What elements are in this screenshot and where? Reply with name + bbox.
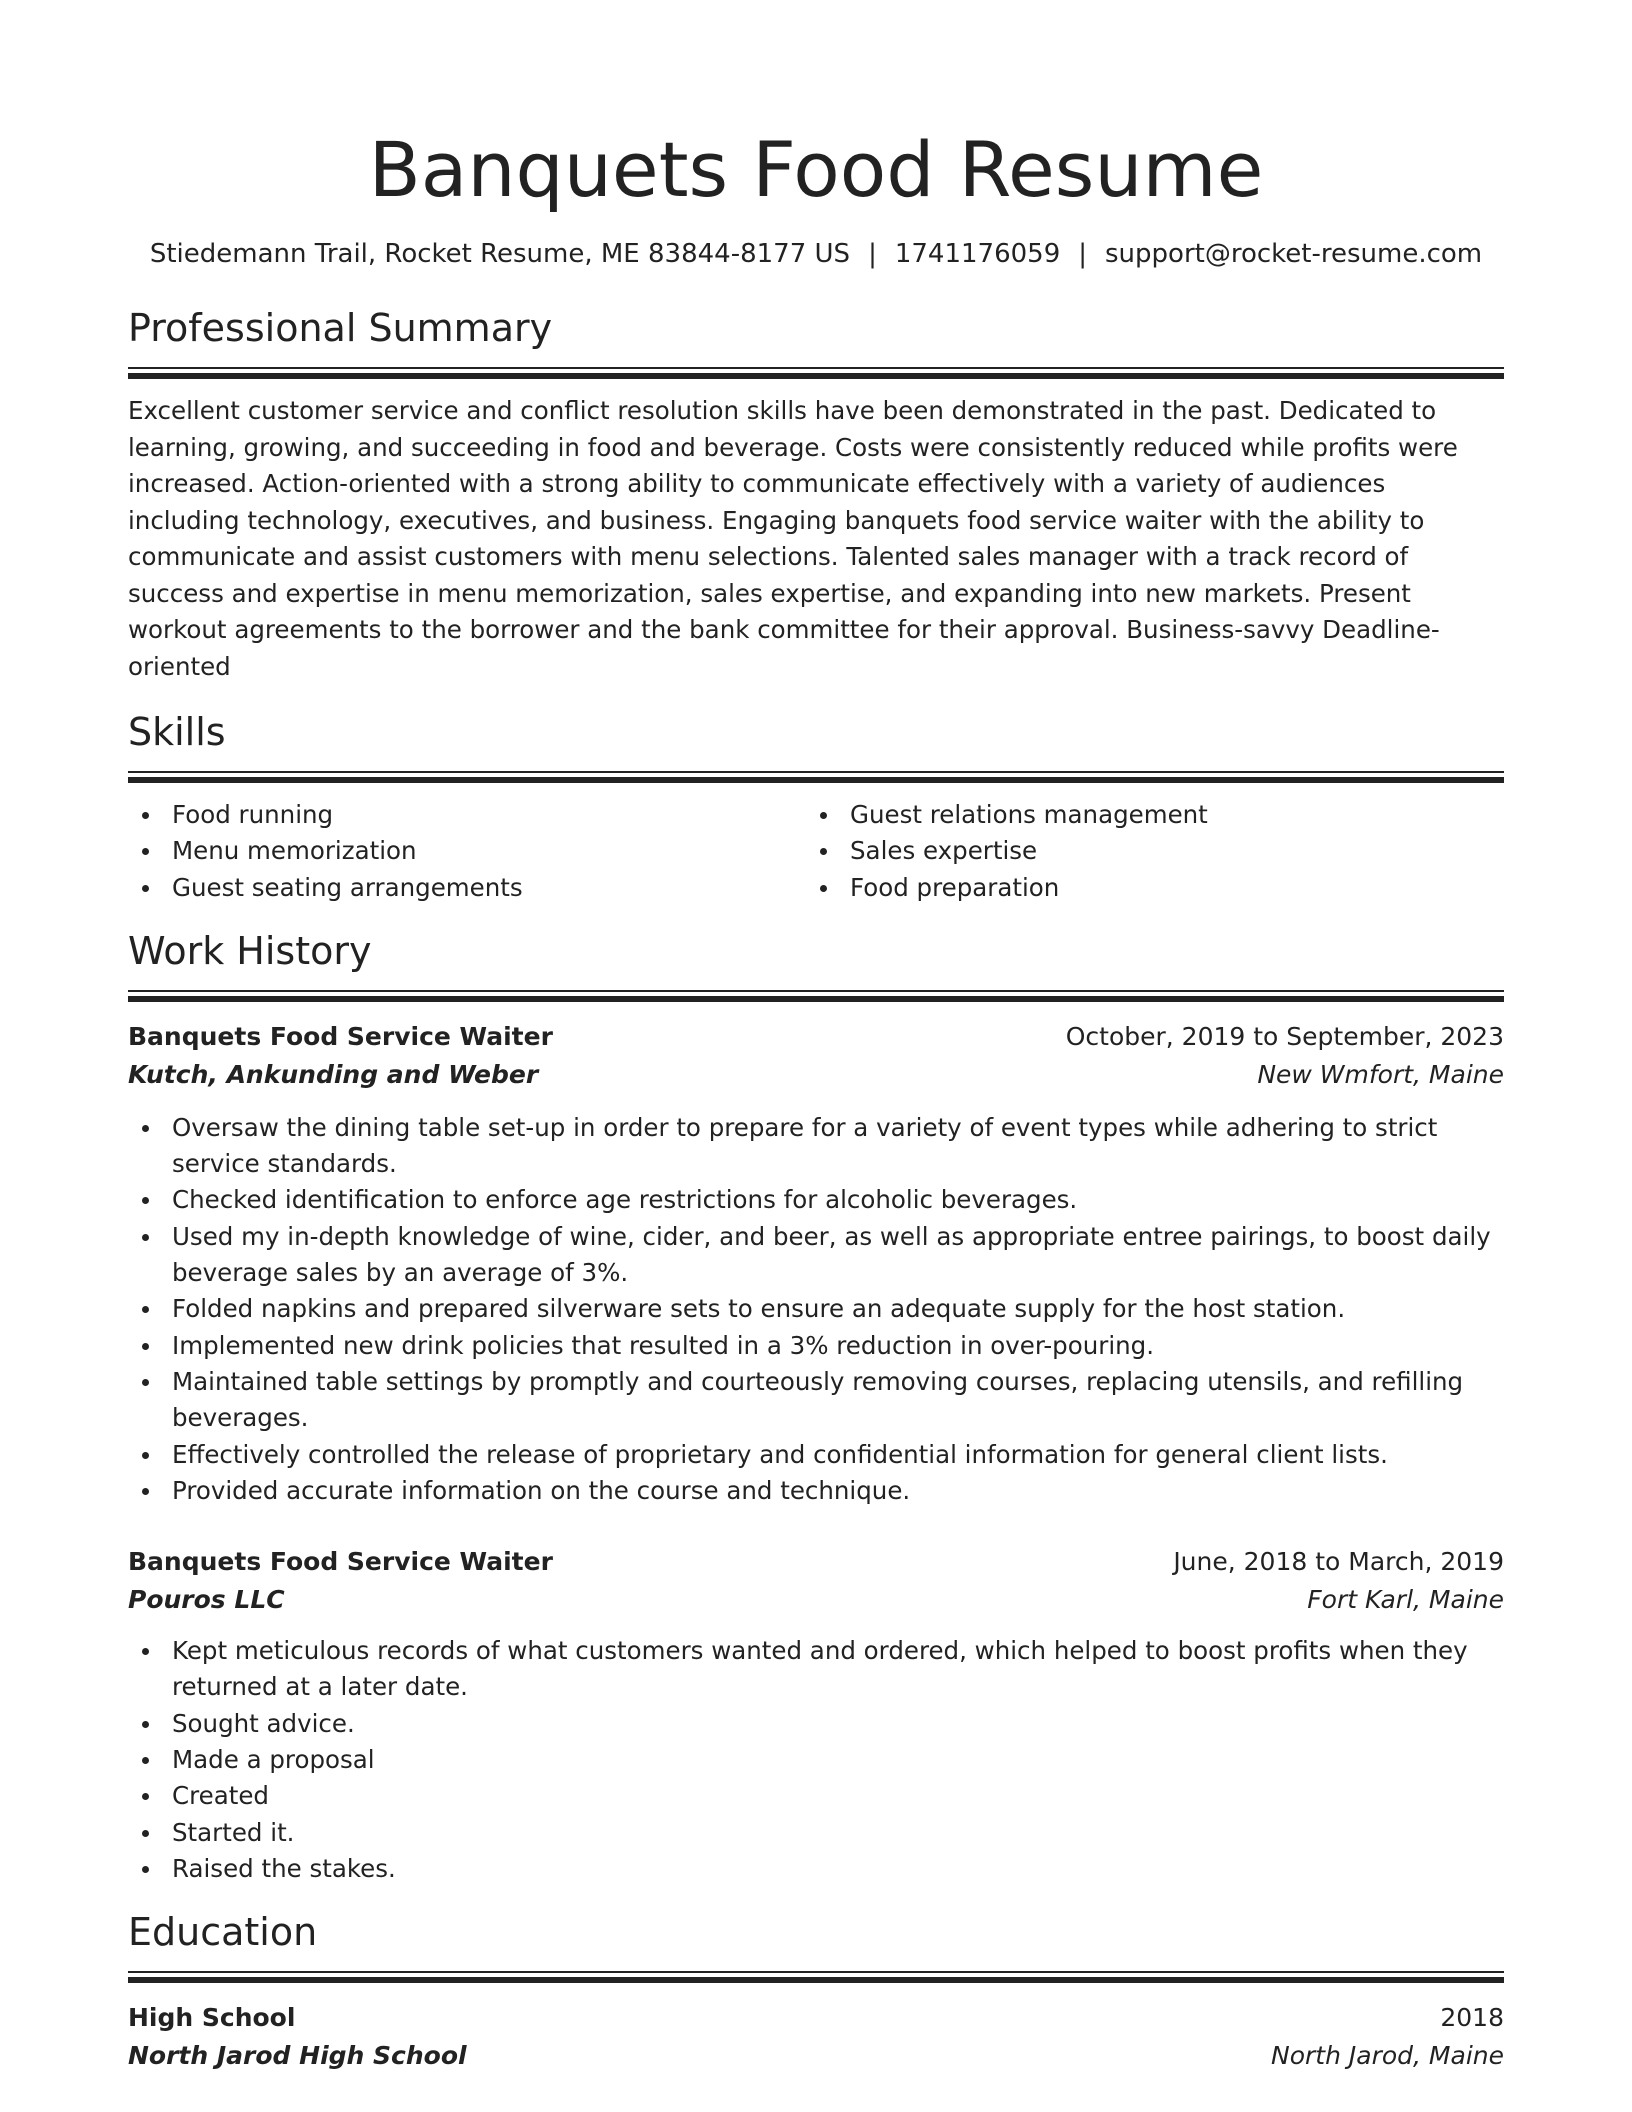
summary-text: Excellent customer service and conflict resolution skills have been demonstrated in the past. Dedicated to learning, growing, and succeeding in food and beverage. Costs were consistently reduced while profits were increased. Action-oriented with a strong ability to communicate effectively with a variety of audiences including technology, executives, and business. Engaging banquets food service waiter with the ability to communicate and assist customers with menu selections. Talented sales manager with a track record of success and expertise in menu memorization, sales expertise, and expanding into new markets. Present workout agreements to the borrower and the bank committee for their approval. Business-savvy Deadline-oriented bbox=[128, 396, 1458, 681]
job-bullet: Created bbox=[128, 1778, 1504, 1814]
education-degree: High School bbox=[128, 2003, 296, 2033]
job-bullet: Started it. bbox=[128, 1815, 1504, 1851]
job-entry bbox=[128, 1543, 1504, 1887]
job-header bbox=[128, 1543, 1504, 1581]
job-bullet: Maintained table settings by promptly and courteously removing courses, replacing utensils, and refilling beverages. bbox=[128, 1364, 1504, 1437]
job-bullet: Kept meticulous records of what customers wanted and ordered, which helped to boost profits when they returned at a later date. bbox=[128, 1633, 1504, 1706]
job-dates: June, 2018 to March, 2019 bbox=[1173, 1547, 1504, 1577]
education-entry bbox=[128, 1999, 1504, 2075]
summary-heading: Professional Summary bbox=[128, 306, 553, 350]
contact-separator: | bbox=[868, 239, 877, 269]
job-header bbox=[128, 1018, 1504, 1056]
skills-heading: Skills bbox=[128, 710, 226, 754]
contact-email: support@rocket-resume.com bbox=[1105, 239, 1483, 269]
skill-item: Sales expertise bbox=[806, 833, 1484, 869]
job-bullet: Folded napkins and prepared silverware sets to ensure an adequate supply for the host station. bbox=[128, 1291, 1504, 1327]
education-school: North Jarod High School bbox=[128, 2041, 467, 2071]
job-bullet: Provided accurate information on the course and technique. bbox=[128, 1473, 1504, 1509]
summary-section bbox=[128, 303, 1504, 685]
job-bullet: Made a proposal bbox=[128, 1742, 1504, 1778]
education-year: 2018 bbox=[1440, 2003, 1504, 2033]
section-divider bbox=[128, 771, 1504, 783]
job-company: Kutch, Ankunding and Weber bbox=[128, 1059, 539, 1089]
job-bullet: Effectively controlled the release of proprietary and confidential information for general client lists. bbox=[128, 1437, 1504, 1473]
job-bullet: Sought advice. bbox=[128, 1706, 1504, 1742]
education-subheader bbox=[128, 2037, 1504, 2075]
work-heading: Work History bbox=[128, 928, 372, 973]
job-dates: October, 2019 to September, 2023 bbox=[1065, 1021, 1504, 1051]
education-header bbox=[128, 1999, 1504, 2037]
skills-left-list bbox=[128, 797, 806, 906]
job-company: Pouros LLC bbox=[128, 1585, 285, 1615]
contact-line bbox=[128, 236, 1504, 272]
job-bullet: Oversaw the dining table set-up in order to prepare for a variety of event types while adhering to strict service standards. bbox=[128, 1110, 1504, 1183]
section-divider bbox=[128, 367, 1504, 379]
resume-title: Banquets Food Resume bbox=[368, 125, 1264, 214]
skill-item: Menu memorization bbox=[128, 833, 806, 869]
section-divider bbox=[128, 990, 1504, 1002]
skills-section bbox=[128, 707, 1504, 906]
contact-address: Stiedemann Trail, Rocket Resume, ME 83844-8177 US bbox=[149, 239, 851, 269]
job-role: Banquets Food Service Waiter bbox=[128, 1021, 553, 1051]
job-location: New Wmfort, Maine bbox=[1257, 1059, 1504, 1089]
skill-item: Food preparation bbox=[806, 870, 1484, 906]
skill-item: Guest seating arrangements bbox=[128, 870, 806, 906]
education-heading: Education bbox=[128, 1910, 318, 1955]
skills-columns bbox=[128, 797, 1504, 906]
job-bullet: Checked identification to enforce age restrictions for alcoholic beverages. bbox=[128, 1182, 1504, 1218]
job-bullet: Raised the stakes. bbox=[128, 1851, 1504, 1887]
work-section bbox=[128, 926, 1504, 1887]
job-role: Banquets Food Service Waiter bbox=[128, 1547, 553, 1577]
contact-phone: 1741176059 bbox=[894, 239, 1061, 269]
job-bullet: Implemented new drink policies that resulted in a 3% reduction in over-pouring. bbox=[128, 1328, 1504, 1364]
job-subheader bbox=[128, 1581, 1504, 1619]
job-bullets bbox=[128, 1633, 1504, 1887]
job-bullet: Used my in-depth knowledge of wine, cider, and beer, as well as appropriate entree pairings, to boost daily beverage sales by an average of 3%. bbox=[128, 1219, 1504, 1292]
resume-page bbox=[128, 0, 1504, 2075]
section-divider bbox=[128, 1971, 1504, 1983]
skill-item: Food running bbox=[128, 797, 806, 833]
job-bullets bbox=[128, 1110, 1504, 1509]
skill-item: Guest relations management bbox=[806, 797, 1484, 833]
contact-separator: | bbox=[1078, 239, 1088, 269]
job-subheader bbox=[128, 1056, 1504, 1094]
job-entry bbox=[128, 1018, 1504, 1509]
education-location: North Jarod, Maine bbox=[1271, 2041, 1504, 2071]
skills-right-list bbox=[806, 797, 1484, 906]
education-section bbox=[128, 1907, 1504, 2075]
job-location: Fort Karl, Maine bbox=[1307, 1585, 1504, 1615]
